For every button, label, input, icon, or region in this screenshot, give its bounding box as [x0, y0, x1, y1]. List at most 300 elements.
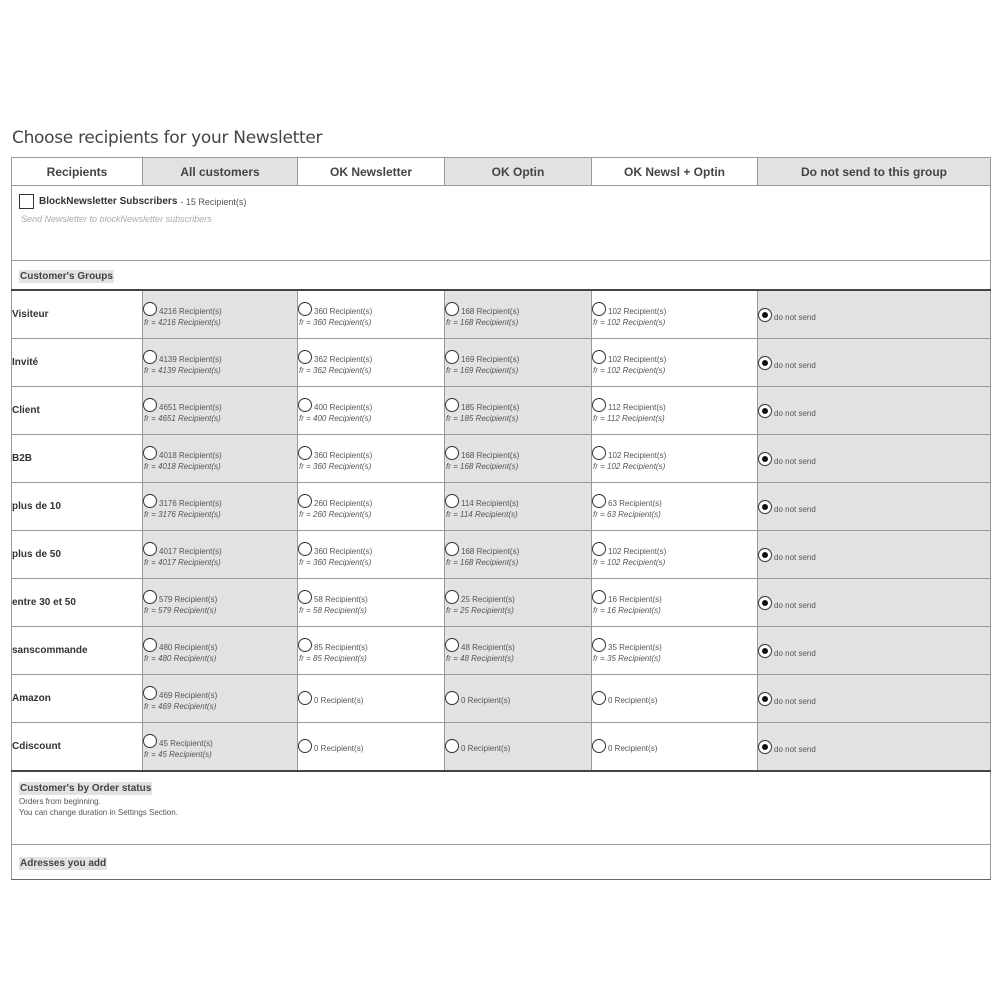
group-option[interactable] — [592, 739, 757, 754]
option-text — [299, 398, 373, 424]
group-option-cell — [445, 627, 592, 675]
group-option-cell — [143, 723, 298, 772]
header-do-not-send: Do not send to this group — [758, 158, 991, 186]
group-option[interactable] — [298, 302, 444, 328]
option-text — [144, 638, 218, 664]
recipient-count: 362 Recipient(s) — [314, 354, 373, 364]
group-name: entre 30 et 50 — [12, 579, 143, 627]
recipient-count: 0 Recipient(s) — [314, 744, 364, 753]
group-option-cell — [143, 579, 298, 627]
radio-button[interactable] — [592, 739, 606, 753]
group-option[interactable] — [592, 691, 757, 706]
do-not-send-label: do not send — [774, 552, 816, 562]
do-not-send-label: do not send — [774, 648, 816, 658]
do-not-send-option[interactable] — [758, 451, 990, 467]
recipient-count-fr: fr = 58 Recipient(s) — [299, 605, 367, 615]
recipient-count-fr: fr = 102 Recipient(s) — [593, 317, 666, 327]
group-option[interactable] — [143, 350, 297, 376]
group-option-cell — [445, 675, 592, 723]
radio-button[interactable] — [445, 350, 459, 364]
radio-button[interactable] — [298, 691, 312, 705]
recipient-count: 579 Recipient(s) — [159, 594, 218, 604]
group-option[interactable] — [298, 691, 444, 706]
do-not-send-cell — [758, 339, 991, 387]
option-text — [299, 350, 373, 376]
group-option[interactable] — [298, 494, 444, 520]
group-row — [12, 290, 991, 339]
group-option-cell — [445, 483, 592, 531]
radio-button-checked[interactable] — [758, 548, 772, 562]
group-option[interactable] — [445, 739, 591, 754]
page-title: Choose recipients for your Newsletter — [12, 128, 323, 148]
do-not-send-label: do not send — [774, 312, 816, 322]
do-not-send-cell — [758, 483, 991, 531]
recipient-count: 260 Recipient(s) — [314, 498, 373, 508]
recipient-count-fr: fr = 260 Recipient(s) — [299, 509, 372, 519]
radio-button[interactable] — [298, 590, 312, 604]
radio-button[interactable] — [445, 691, 459, 705]
group-option[interactable] — [592, 302, 757, 328]
radio-button[interactable] — [592, 542, 606, 556]
do-not-send-label: do not send — [774, 456, 816, 466]
group-option-cell — [143, 387, 298, 435]
group-option[interactable] — [445, 638, 591, 664]
option-text — [299, 542, 373, 568]
recipient-count-fr: fr = 168 Recipient(s) — [446, 557, 519, 567]
radio-button[interactable] — [143, 734, 157, 748]
section-addresses-row — [12, 845, 991, 880]
recipient-count: 400 Recipient(s) — [314, 402, 373, 412]
radio-button-checked[interactable] — [758, 404, 772, 418]
recipient-count-fr: fr = 48 Recipient(s) — [446, 653, 514, 663]
group-option-cell — [445, 579, 592, 627]
option-text — [299, 302, 373, 328]
group-option-cell — [143, 339, 298, 387]
radio-button[interactable] — [298, 494, 312, 508]
do-not-send-cell — [758, 435, 991, 483]
recipients-table — [11, 157, 991, 880]
radio-button-checked[interactable] — [758, 452, 772, 466]
group-row — [12, 675, 991, 723]
recipient-count: 0 Recipient(s) — [608, 696, 658, 705]
group-option-cell — [143, 531, 298, 579]
group-option[interactable] — [445, 398, 591, 424]
radio-button[interactable] — [445, 638, 459, 652]
do-not-send-option[interactable] — [758, 499, 990, 515]
recipient-count: 0 Recipient(s) — [461, 696, 511, 705]
recipient-count: 25 Recipient(s) — [461, 594, 515, 604]
option-text — [314, 739, 363, 754]
recipient-count-fr: fr = 16 Recipient(s) — [593, 605, 661, 615]
recipient-count-fr: fr = 362 Recipient(s) — [299, 365, 372, 375]
radio-button-checked[interactable] — [758, 308, 772, 322]
radio-button[interactable] — [298, 739, 312, 753]
recipient-count: 4017 Recipient(s) — [159, 546, 222, 556]
group-option-cell — [592, 579, 758, 627]
group-option-cell — [298, 483, 445, 531]
do-not-send-label: do not send — [774, 408, 816, 418]
recipient-count: 102 Recipient(s) — [608, 450, 667, 460]
recipient-count: 102 Recipient(s) — [608, 354, 667, 364]
radio-button[interactable] — [592, 590, 606, 604]
group-option[interactable] — [592, 590, 757, 616]
radio-button[interactable] — [143, 590, 157, 604]
recipient-count: 0 Recipient(s) — [314, 696, 364, 705]
block-newsletter-count: - 15 Recipient(s) — [180, 196, 247, 207]
group-option[interactable] — [445, 350, 591, 376]
recipient-count-fr: fr = 168 Recipient(s) — [446, 461, 519, 471]
recipient-count-fr: fr = 360 Recipient(s) — [299, 557, 372, 567]
recipient-count: 3176 Recipient(s) — [159, 498, 222, 508]
option-text — [144, 494, 222, 520]
option-text — [144, 302, 222, 328]
radio-button-checked[interactable] — [758, 356, 772, 370]
option-text — [144, 350, 222, 376]
option-text — [593, 398, 666, 424]
group-option-cell — [298, 723, 445, 772]
radio-button[interactable] — [143, 542, 157, 556]
radio-button[interactable] — [143, 446, 157, 460]
recipient-count-fr: fr = 102 Recipient(s) — [593, 461, 666, 471]
radio-button[interactable] — [143, 494, 157, 508]
radio-button[interactable] — [298, 446, 312, 460]
do-not-send-option[interactable] — [758, 595, 990, 611]
recipient-count-fr: fr = 3176 Recipient(s) — [144, 509, 221, 519]
recipient-count-fr: fr = 114 Recipient(s) — [446, 509, 518, 519]
group-option[interactable] — [298, 446, 444, 472]
group-option-cell — [592, 483, 758, 531]
group-option[interactable] — [143, 734, 297, 760]
option-text — [446, 302, 520, 328]
recipient-count: 102 Recipient(s) — [608, 306, 667, 316]
radio-button[interactable] — [143, 638, 157, 652]
option-text — [314, 691, 363, 706]
option-text — [446, 638, 515, 664]
group-option-cell — [445, 387, 592, 435]
do-not-send-cell — [758, 723, 991, 772]
recipient-count-fr: fr = 102 Recipient(s) — [593, 557, 666, 567]
group-option[interactable] — [445, 494, 591, 520]
option-text — [299, 590, 368, 616]
section-groups-label: Customer's Groups — [20, 271, 113, 282]
option-text — [144, 686, 218, 712]
group-option-cell — [143, 483, 298, 531]
do-not-send-option[interactable] — [758, 355, 990, 371]
recipient-count-fr: fr = 63 Recipient(s) — [593, 509, 661, 519]
recipient-count: 168 Recipient(s) — [461, 306, 520, 316]
group-option-cell — [592, 339, 758, 387]
group-option[interactable] — [445, 590, 591, 616]
section-order-status-row — [12, 771, 991, 845]
header-all-customers: All customers — [143, 158, 298, 186]
radio-button[interactable] — [143, 398, 157, 412]
radio-button[interactable] — [143, 686, 157, 700]
group-name: sanscommande — [12, 627, 143, 675]
radio-button[interactable] — [592, 494, 606, 508]
group-option-cell — [592, 387, 758, 435]
recipient-count-fr: fr = 4216 Recipient(s) — [144, 317, 221, 327]
do-not-send-option[interactable] — [758, 307, 990, 323]
recipient-count-fr: fr = 4139 Recipient(s) — [144, 365, 221, 375]
recipient-count-fr: fr = 469 Recipient(s) — [144, 701, 217, 711]
radio-button[interactable] — [298, 398, 312, 412]
group-option-cell — [592, 290, 758, 339]
recipient-count: 0 Recipient(s) — [461, 744, 511, 753]
recipient-count: 16 Recipient(s) — [608, 594, 662, 604]
radio-button[interactable] — [592, 638, 606, 652]
option-text — [446, 350, 520, 376]
recipient-count: 185 Recipient(s) — [461, 402, 520, 412]
radio-button[interactable] — [592, 446, 606, 460]
option-text — [299, 446, 373, 472]
radio-button[interactable] — [298, 638, 312, 652]
group-option-cell — [143, 435, 298, 483]
group-row — [12, 627, 991, 675]
do-not-send-cell — [758, 627, 991, 675]
option-text — [593, 302, 667, 328]
block-newsletter-checkbox[interactable] — [19, 194, 34, 209]
group-option-cell — [298, 290, 445, 339]
recipient-count-fr: fr = 400 Recipient(s) — [299, 413, 372, 423]
group-option[interactable] — [298, 398, 444, 424]
group-option-cell — [143, 290, 298, 339]
do-not-send-label: do not send — [774, 360, 816, 370]
group-option[interactable] — [298, 350, 444, 376]
option-text — [608, 739, 657, 754]
radio-button[interactable] — [298, 350, 312, 364]
radio-button-checked[interactable] — [758, 740, 772, 754]
option-text — [144, 590, 218, 616]
group-option-cell — [592, 723, 758, 772]
recipient-count: 4216 Recipient(s) — [159, 306, 222, 316]
radio-button[interactable] — [445, 542, 459, 556]
group-name: Visiteur — [12, 290, 143, 339]
radio-button[interactable] — [592, 302, 606, 316]
group-option-cell — [143, 627, 298, 675]
do-not-send-label: do not send — [774, 600, 816, 610]
group-option[interactable] — [143, 686, 297, 712]
recipient-count: 169 Recipient(s) — [461, 354, 520, 364]
section-order-status-label: Customer's by Order status — [20, 783, 152, 794]
recipient-count-fr: fr = 4651 Recipient(s) — [144, 413, 221, 423]
recipient-count: 168 Recipient(s) — [461, 546, 520, 556]
group-option[interactable] — [143, 494, 297, 520]
group-option[interactable] — [143, 638, 297, 664]
recipient-count: 360 Recipient(s) — [314, 450, 373, 460]
recipient-count: 48 Recipient(s) — [461, 642, 515, 652]
recipient-count: 45 Recipient(s) — [159, 738, 213, 748]
option-text — [446, 590, 515, 616]
option-text — [299, 638, 368, 664]
recipient-count: 168 Recipient(s) — [461, 450, 520, 460]
radio-button-checked[interactable] — [758, 500, 772, 514]
radio-button[interactable] — [592, 691, 606, 705]
option-text — [446, 542, 520, 568]
group-option[interactable] — [143, 398, 297, 424]
radio-button-checked[interactable] — [758, 692, 772, 706]
option-text — [299, 494, 373, 520]
option-text — [446, 446, 520, 472]
do-not-send-option[interactable] — [758, 403, 990, 419]
recipient-count: 112 Recipient(s) — [608, 402, 666, 412]
group-option[interactable] — [298, 590, 444, 616]
do-not-send-cell — [758, 531, 991, 579]
recipient-count-fr: fr = 480 Recipient(s) — [144, 653, 217, 663]
radio-button[interactable] — [445, 398, 459, 412]
recipient-count: 480 Recipient(s) — [159, 642, 218, 652]
option-text — [446, 398, 520, 424]
recipient-count: 35 Recipient(s) — [608, 642, 662, 652]
group-option-cell — [298, 435, 445, 483]
recipient-count: 102 Recipient(s) — [608, 546, 667, 556]
group-name: plus de 50 — [12, 531, 143, 579]
section-groups-row — [12, 261, 991, 291]
recipient-count: 0 Recipient(s) — [608, 744, 658, 753]
group-option[interactable] — [445, 691, 591, 706]
group-option[interactable] — [143, 542, 297, 568]
group-option[interactable] — [592, 542, 757, 568]
recipient-count-fr: fr = 579 Recipient(s) — [144, 605, 217, 615]
option-text — [593, 494, 662, 520]
group-name: plus de 10 — [12, 483, 143, 531]
radio-button[interactable] — [298, 542, 312, 556]
radio-button[interactable] — [445, 494, 459, 508]
do-not-send-option[interactable] — [758, 691, 990, 707]
group-option[interactable] — [298, 638, 444, 664]
do-not-send-label: do not send — [774, 504, 816, 514]
group-option-cell — [592, 675, 758, 723]
option-text — [593, 350, 667, 376]
group-name: Client — [12, 387, 143, 435]
option-text — [446, 494, 519, 520]
group-option-cell — [298, 531, 445, 579]
recipient-count-fr: fr = 25 Recipient(s) — [446, 605, 514, 615]
header-ok-newsletter: OK Newsletter — [298, 158, 445, 186]
header-row — [12, 158, 991, 186]
option-text — [608, 691, 657, 706]
header-recipients: Recipients — [12, 158, 143, 186]
group-option[interactable] — [298, 542, 444, 568]
recipient-count: 58 Recipient(s) — [314, 594, 368, 604]
group-option[interactable] — [592, 494, 757, 520]
option-text — [461, 691, 510, 706]
group-option-cell — [298, 675, 445, 723]
group-option-cell — [592, 531, 758, 579]
group-option-cell — [298, 627, 445, 675]
group-option-cell — [143, 675, 298, 723]
recipient-count-fr: fr = 168 Recipient(s) — [446, 317, 519, 327]
recipient-count-fr: fr = 360 Recipient(s) — [299, 317, 372, 327]
block-newsletter-name: BlockNewsletter Subscribers — [39, 196, 178, 207]
do-not-send-label: do not send — [774, 744, 816, 754]
option-text — [593, 446, 667, 472]
radio-button[interactable] — [445, 446, 459, 460]
radio-button[interactable] — [445, 739, 459, 753]
radio-button[interactable] — [143, 302, 157, 316]
radio-button[interactable] — [592, 398, 606, 412]
do-not-send-label: do not send — [774, 696, 816, 706]
radio-button[interactable] — [298, 302, 312, 316]
recipient-count-fr: fr = 45 Recipient(s) — [144, 749, 212, 759]
radio-button[interactable] — [592, 350, 606, 364]
recipient-count: 85 Recipient(s) — [314, 642, 368, 652]
group-row — [12, 483, 991, 531]
do-not-send-option[interactable] — [758, 547, 990, 563]
group-option-cell — [445, 290, 592, 339]
block-newsletter-row — [12, 186, 991, 261]
group-option[interactable] — [445, 446, 591, 472]
group-option[interactable] — [592, 350, 757, 376]
do-not-send-cell — [758, 387, 991, 435]
do-not-send-cell — [758, 290, 991, 339]
recipient-count-fr: fr = 102 Recipient(s) — [593, 365, 666, 375]
recipient-count-fr: fr = 85 Recipient(s) — [299, 653, 367, 663]
block-newsletter-description: Send Newsletter to blockNewsletter subscribers — [21, 214, 212, 224]
radio-button-checked[interactable] — [758, 596, 772, 610]
do-not-send-option[interactable] — [758, 643, 990, 659]
group-option-cell — [298, 339, 445, 387]
group-option[interactable] — [298, 739, 444, 754]
recipient-count: 4139 Recipient(s) — [159, 354, 222, 364]
group-option[interactable] — [592, 446, 757, 472]
recipient-count-fr: fr = 4017 Recipient(s) — [144, 557, 221, 567]
group-option[interactable] — [143, 446, 297, 472]
do-not-send-cell — [758, 675, 991, 723]
section-addresses-label: Adresses you add — [20, 858, 107, 869]
group-option[interactable] — [592, 638, 757, 664]
recipient-count-fr: fr = 35 Recipient(s) — [593, 653, 661, 663]
option-text — [593, 590, 662, 616]
do-not-send-cell — [758, 579, 991, 627]
option-text — [144, 542, 222, 568]
group-option-cell — [592, 627, 758, 675]
recipient-count: 63 Recipient(s) — [608, 498, 662, 508]
radio-button[interactable] — [143, 350, 157, 364]
recipient-count: 114 Recipient(s) — [461, 498, 519, 508]
do-not-send-option[interactable] — [758, 739, 990, 755]
recipient-count: 469 Recipient(s) — [159, 690, 218, 700]
option-text — [593, 542, 667, 568]
header-ok-newsl-optin: OK Newsl + Optin — [592, 158, 758, 186]
radio-button-checked[interactable] — [758, 644, 772, 658]
order-status-line: You can change duration in Settings Section. — [19, 808, 178, 817]
option-text — [593, 638, 662, 664]
group-option[interactable] — [445, 302, 591, 328]
order-status-line: Orders from beginning. — [19, 797, 101, 806]
group-row — [12, 579, 991, 627]
group-option-cell — [445, 531, 592, 579]
group-option[interactable] — [143, 590, 297, 616]
recipient-count-fr: fr = 112 Recipient(s) — [593, 413, 665, 423]
header-ok-optin: OK Optin — [445, 158, 592, 186]
group-option[interactable] — [592, 398, 757, 424]
radio-button[interactable] — [445, 302, 459, 316]
group-name: Amazon — [12, 675, 143, 723]
option-text — [144, 734, 213, 760]
group-option[interactable] — [445, 542, 591, 568]
option-text — [144, 446, 222, 472]
group-option-cell — [298, 387, 445, 435]
group-option-cell — [298, 579, 445, 627]
group-option-cell — [445, 435, 592, 483]
option-text — [461, 739, 510, 754]
radio-button[interactable] — [445, 590, 459, 604]
group-option[interactable] — [143, 302, 297, 328]
group-name: Invité — [12, 339, 143, 387]
group-row — [12, 339, 991, 387]
recipient-count: 4018 Recipient(s) — [159, 450, 222, 460]
group-row — [12, 723, 991, 772]
